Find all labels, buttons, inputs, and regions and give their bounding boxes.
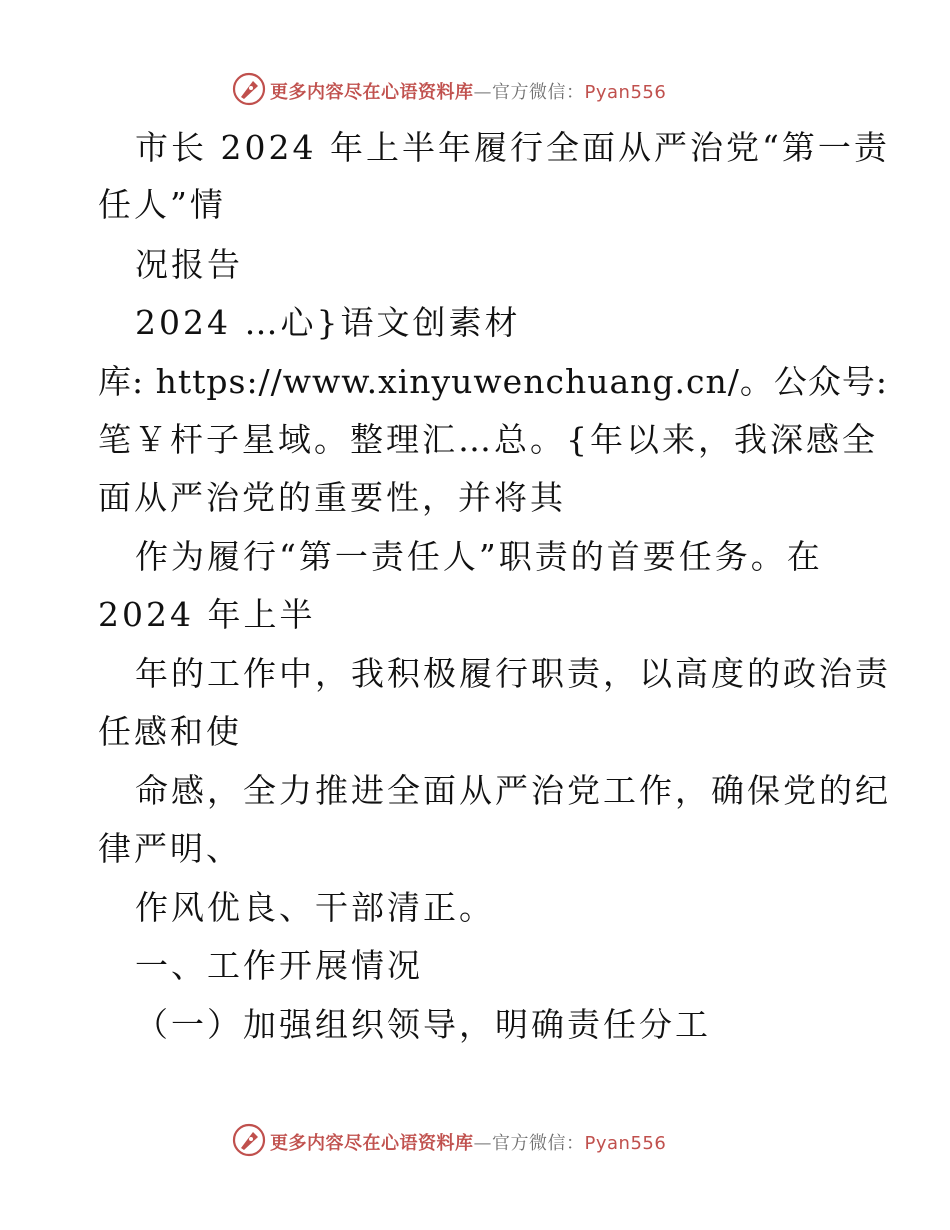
watermark-text bbox=[270, 1129, 666, 1155]
watermark-separator: — bbox=[473, 1133, 492, 1154]
doc-line-14: 作风优良、干部清正。 bbox=[135, 888, 495, 927]
doc-line-title-3: 况报告 bbox=[135, 245, 243, 284]
doc-line-title-2: 任人”情 bbox=[98, 185, 226, 224]
header-watermark bbox=[0, 70, 950, 110]
footer-watermark bbox=[0, 1121, 950, 1161]
doc-line-12: 命感，全力推进全面从严治党工作，确保党的纪 bbox=[135, 771, 891, 810]
doc-line-7: 面从严治党的重要性，并将其 bbox=[98, 478, 566, 517]
doc-line-title-1: 市长 2024 年上半年履行全面从严治党“第一责 bbox=[135, 128, 890, 167]
doc-line-6: 笔￥杆子星域。整理汇…总。{年以来，我深感全 bbox=[98, 420, 878, 459]
watermark-label: 官方微信： bbox=[492, 1133, 585, 1154]
watermark-text bbox=[270, 78, 666, 104]
doc-line-9: 2024 年上半 bbox=[98, 595, 316, 634]
doc-line-13: 律严明、 bbox=[98, 829, 242, 868]
doc-line-11: 任感和使 bbox=[98, 712, 242, 751]
watermark-label: 官方微信： bbox=[492, 82, 585, 103]
watermark-brand: 更多内容尽在心语资料库 bbox=[270, 1133, 474, 1154]
doc-line-10: 年的工作中，我积极履行职责，以高度的政治责 bbox=[135, 654, 891, 693]
doc-line-5: 库: https://www.xinyuwenchuang.cn/。公众号: bbox=[98, 362, 888, 401]
doc-line-4: 2024 …心}语文创素材 bbox=[135, 303, 521, 342]
pen-nib-logo-icon bbox=[232, 72, 266, 106]
subsection-heading: （一）加强组织领导，明确责任分工 bbox=[135, 1005, 711, 1044]
pen-nib-logo-icon bbox=[232, 1123, 266, 1157]
section-heading: 一、工作开展情况 bbox=[135, 946, 423, 985]
watermark-wechat-id: Pyan556 bbox=[584, 1133, 667, 1154]
watermark-wechat-id: Pyan556 bbox=[584, 82, 667, 103]
doc-line-8: 作为履行“第一责任人”职责的首要任务。在 bbox=[135, 537, 823, 576]
watermark-brand: 更多内容尽在心语资料库 bbox=[270, 82, 474, 103]
watermark-separator: — bbox=[473, 82, 492, 103]
